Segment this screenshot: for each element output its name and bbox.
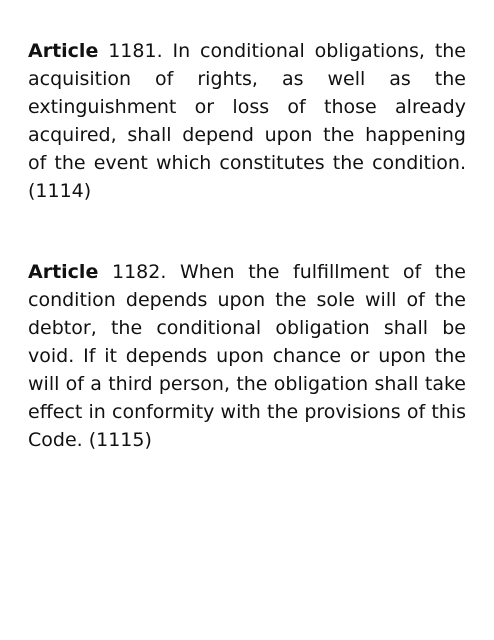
article-1182-paragraph bbox=[28, 258, 466, 454]
article-label: Article bbox=[28, 40, 99, 62]
article-1181-paragraph bbox=[28, 37, 466, 205]
article-body: 1181. In conditional obligations, the acquisition of rights, as well as the extinguishment or loss of those already acquired, shall depend upon the happening of the event which constitutes the condition. (1114) bbox=[28, 40, 466, 202]
article-body: 1182. When the fulfillment of the condition depends upon the sole will of the debtor, the conditional obligation shall be void. If it depends upon chance or upon the will of a third person, the obligation shall take effect in conformity with the provisions of this Code. (1115) bbox=[28, 261, 466, 451]
article-label: Article bbox=[28, 261, 99, 283]
